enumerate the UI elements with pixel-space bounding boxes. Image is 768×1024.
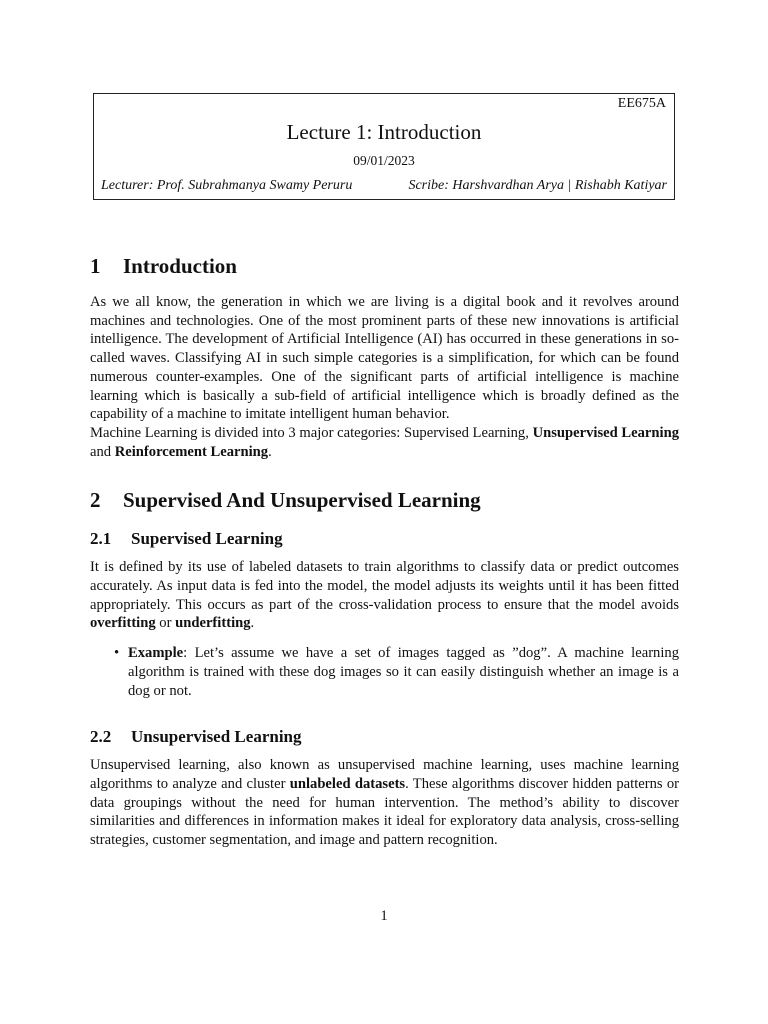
example-item — [90, 644, 679, 700]
text-span: Unsupervised learning, also known as unsupervised machine learning, uses machine learning algorithms to analyze and cluster — [90, 757, 679, 792]
text-span: Machine Learning is divided into 3 major categories: Supervised Learning, — [90, 424, 533, 441]
lecture-title: Lecture 1: Introduction — [286, 120, 482, 144]
section-number: 2 — [90, 488, 101, 513]
text-span: . These algorithms discover hidden patterns or data groupings without the need for human intervention. The method’s ability to discover similarities and differences in information makes it ideal for exploratory data analysis, cross-selling strategies, customer segmentation, and image and pattern recognition. — [90, 775, 680, 849]
bold-term: unlabeled datasets — [289, 775, 406, 792]
text-span: and — [90, 443, 115, 460]
section-title: Supervised And Unsupervised Learning — [123, 488, 481, 513]
lecture-header-box — [93, 93, 675, 200]
course-code: EE675A — [617, 96, 666, 111]
lecture-credits — [101, 178, 667, 194]
bold-term: Reinforcement Learning — [114, 443, 269, 460]
scribe-names: Scribe: Harshvardhan Arya | Rishabh Katiyar — [408, 178, 667, 193]
section-1-heading — [90, 252, 679, 280]
page-number: 1 — [380, 908, 388, 924]
lecturer-name: Lecturer: Prof. Subrahmanya Swamy Peruru — [101, 178, 353, 193]
subsection-2-2-heading — [90, 725, 679, 749]
bold-term: Unsupervised Learning — [532, 424, 679, 441]
lecture-date: 09/01/2023 — [353, 153, 415, 168]
bold-term: underfitting — [175, 615, 251, 632]
subsection-2-2-paragraph — [90, 756, 679, 850]
section-1-categories-paragraph — [90, 424, 679, 461]
section-number: 1 — [90, 254, 101, 278]
subsection-number: 2.1 — [90, 529, 112, 549]
document-body — [90, 252, 679, 850]
section-title: Introduction — [123, 254, 237, 278]
example-label: Example — [128, 645, 184, 662]
text-span: It is defined by its use of labeled datasets to train algorithms to classify data or predict outcomes accurately. As input data is fed into the model, the model adjusts its weights until it has been fitted appropriately. This occurs as part of the cross-validation process to ensure that the model avoids — [90, 559, 679, 613]
subsection-title: Supervised Learning — [131, 529, 283, 549]
bold-term: overfitting — [90, 615, 156, 632]
subsection-number: 2.2 — [90, 727, 112, 747]
bullet-icon: • — [114, 645, 120, 662]
text-span: . — [268, 443, 272, 460]
example-text: : Let’s assume we have a set of images tagged as ”dog”. A machine learning algorithm is trained with these dog images so it can easily distinguish whether an image is a dog or not. — [128, 645, 679, 699]
text-span: or — [155, 615, 176, 632]
subsection-title: Unsupervised Learning — [131, 727, 302, 747]
subsection-2-1-heading — [90, 527, 679, 551]
example-list — [90, 644, 679, 700]
section-2-heading — [90, 486, 679, 514]
section-1-paragraph: As we all know, the generation in which we are living is a digital book and it revolves around machines and technologies. One of the most prominent parts of these new innovations is artificial intelligence. The development of Artificial Intelligence (AI) has occurred in these generations in so-called waves. Classifying AI in such simple categories is a simplification, for which can be found numerous counter-examples. One of the significant parts of artificial intelligence is machine learning which is basically a sub-field of artificial intelligence which is broadly defined as the capability of a machine to imitate intelligent human behavior. — [90, 294, 679, 423]
subsection-2-1-paragraph — [90, 558, 679, 633]
text-span: . — [250, 615, 255, 632]
